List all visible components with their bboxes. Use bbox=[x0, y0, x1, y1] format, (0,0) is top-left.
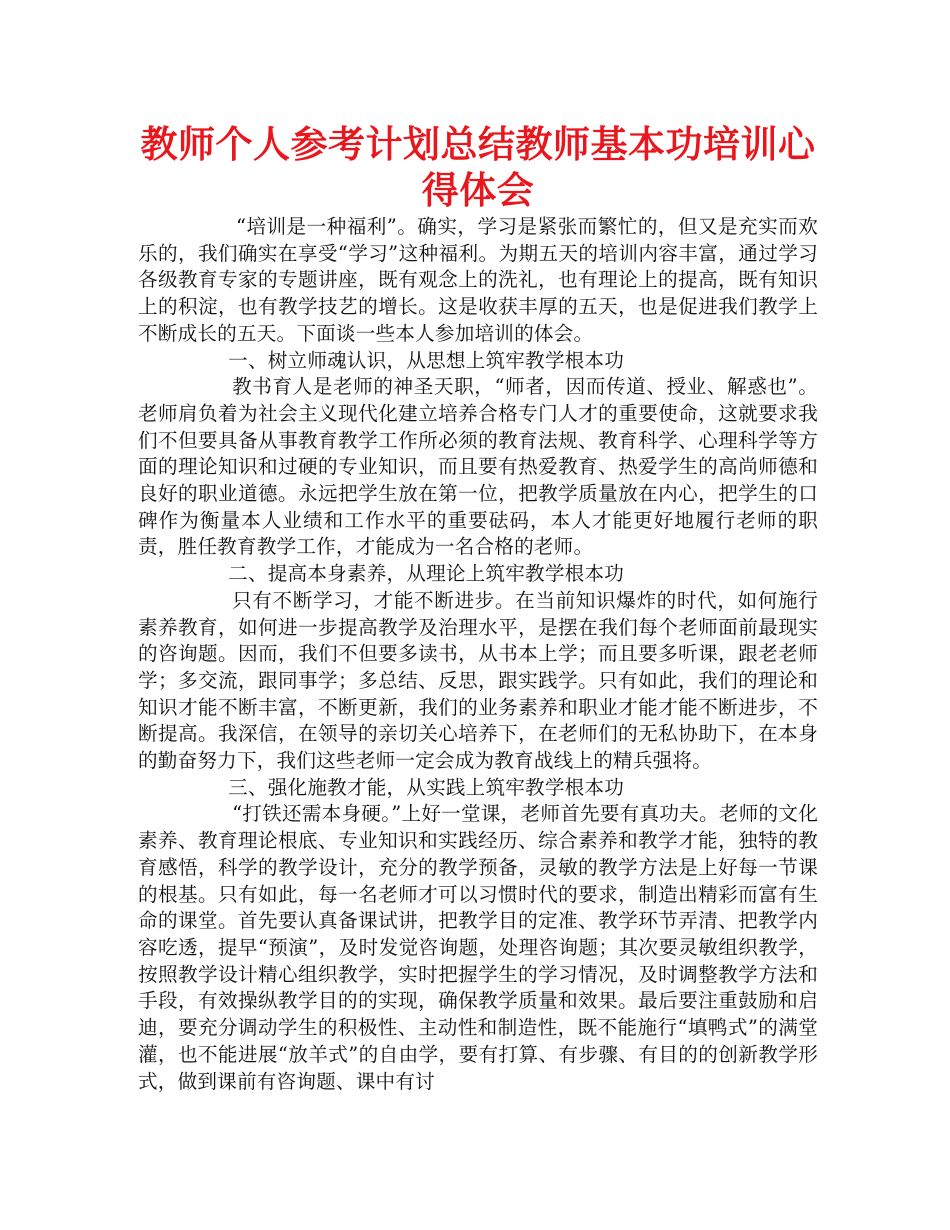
intro-paragraph: “培训是一种福利”。确实，学习是紧张而繁忙的，但又是充实而欢乐的，我们确实在享受“学习”这种福利。为期五天的培训内容丰富，通过学习各级教育专家的专题讲座，既有观念上的洗礼，也有理论上的提高，既有知识上的积淀，也有教学技艺的增长。这是收获丰厚的五天，也是促进我们教学上不断成长的五天。下面谈一些本人参加培训的体会。 bbox=[138, 215, 818, 345]
title-line-1: 教师个人参考计划总结教师基本功培训心 bbox=[140, 123, 816, 166]
section-2-heading: 二、提高本身素养，从理论上筑牢教学根本功 bbox=[228, 562, 625, 586]
document-page bbox=[138, 122, 818, 1095]
section-1-paragraph: 教书育人是老师的神圣天职，“师者，因而传道、授业、解惑也”。老师肩负着为社会主义现代化建立培养合格专门人才的重要使命，这就要求我们不但要具备从事教育教学工作所必须的教育法规、教育科学、心理科学等方面的理论知识和过硬的专业知识，而且要有热爱教育、热爱学生的高尚师德和良好的职业道德。永远把学生放在第一位，把教学质量放在内心，把学生的口碑作为衡量本人业绩和工作水平的重要砝码，本人才能更好地履行老师的职责，胜任教育教学工作，才能成为一名合格的老师。 bbox=[138, 375, 818, 559]
section-3-heading: 三、强化施教才能，从实践上筑牢教学根本功 bbox=[228, 775, 625, 799]
document-body bbox=[138, 214, 818, 1095]
section-2-paragraph: 只有不断学习，才能不断进步。在当前知识爆炸的时代，如何施行素养教育，如何进一步提高教学及治理水平，是摆在我们每个老师面前最现实的咨询题。因而，我们不但要多读书，从书本上学；而且要多听课，跟老老师学；多交流，跟同事学；多总结、反思，跟实践学。只有如此，我们的理论和知识才能不断丰富，不断更新，我们的业务素养和职业才能才能不断进步，不断提高。我深信，在领导的亲切关心培养下，在老师们的无私协助下，在本身的勤奋努力下，我们这些老师一定会成为教育战线上的精兵强将。 bbox=[138, 588, 818, 773]
document-title bbox=[138, 122, 818, 214]
section-1-heading: 一、树立师魂认识，从思想上筑牢教学根本功 bbox=[228, 348, 625, 372]
section-3-paragraph: “打铁还需本身硬。”上好一堂课，老师首先要有真功夫。老师的文化素养、教育理论根底、专业知识和实践经历、综合素养和教学才能，独特的教育感悟，科学的教学设计，充分的教学预备，灵敏的教学方法是上好每一节课的根基。只有如此，每一名老师才可以习惯时代的要求，制造出精彩而富有生命的课堂。首先要认真备课试讲，把教学目的定准、教学环节弄清、把教学内容吃透，提早“预演”，及时发觉咨询题，处理咨询题；其次要灵敏组织教学，按照教学设计精心组织教学，实时把握学生的学习情况，及时调整教学方法和手段，有效操纵教学目的的实现，确保教学质量和效果。最后要注重鼓励和启迪，要充分调动学生的积极性、主动性和制造性，既不能施行“填鸭式”的满堂灌，也不能进展“放羊式”的自由学，要有打算、有步骤、有目的的创新教学形式，做到课前有咨询题、课中有讨 bbox=[138, 802, 818, 1093]
title-line-2: 得体会 bbox=[421, 169, 535, 212]
